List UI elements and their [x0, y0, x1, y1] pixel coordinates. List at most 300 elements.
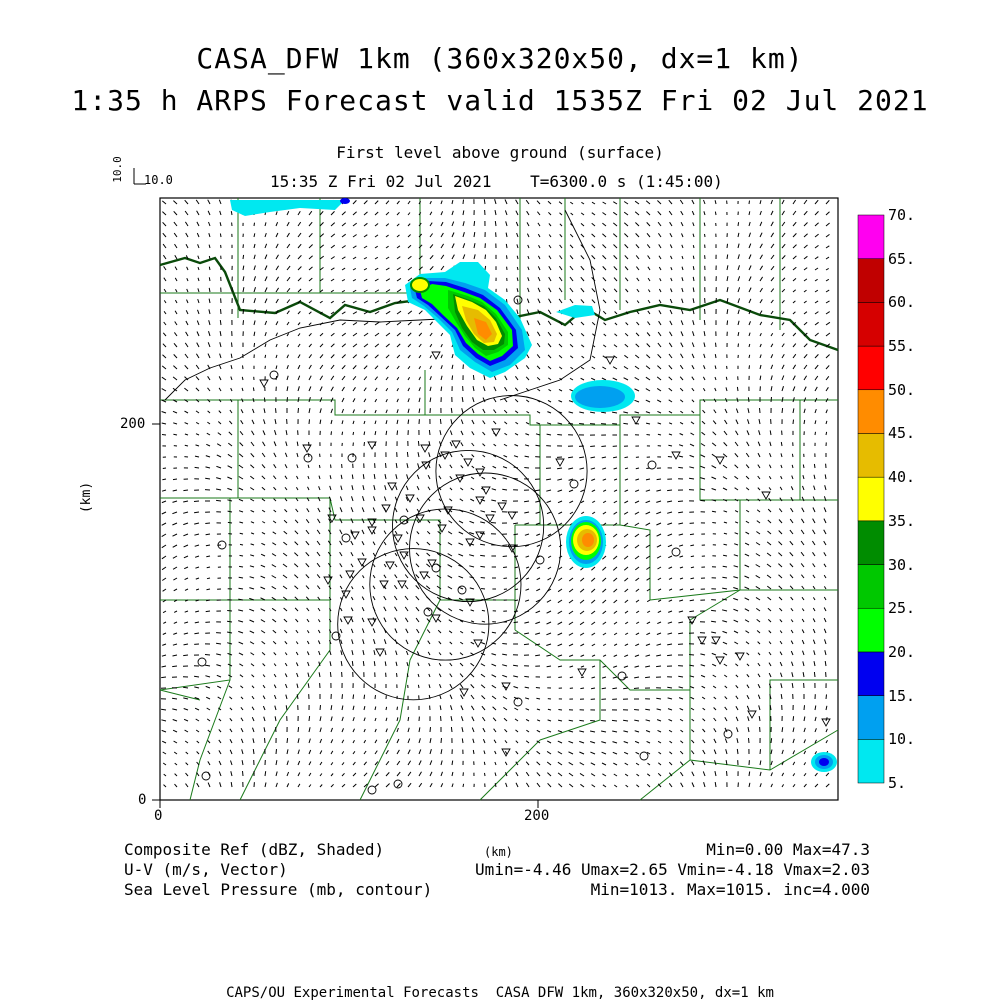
wind-vector [813, 629, 815, 633]
wind-vector [240, 686, 243, 688]
wind-vector [569, 784, 573, 787]
wind-vector [416, 596, 419, 600]
wind-vector [667, 644, 672, 645]
wind-vector [284, 520, 287, 523]
wind-vector [592, 655, 595, 656]
wind-vector [690, 687, 694, 689]
wind-vector [669, 411, 672, 413]
station-triangle [368, 619, 376, 626]
wind-vector [669, 762, 672, 765]
wind-vector [782, 333, 784, 336]
wind-vector [395, 629, 397, 634]
wind-vector [626, 289, 629, 292]
wind-vector [320, 387, 322, 392]
wind-vector [364, 421, 365, 424]
wind-vector [172, 512, 177, 514]
wind-vector [362, 541, 364, 545]
wind-vector [430, 783, 432, 787]
wind-vector [712, 511, 716, 512]
wind-vector [331, 333, 334, 336]
wind-vector [525, 445, 529, 446]
wind-vector [802, 630, 804, 634]
wind-vector [249, 588, 254, 589]
wind-vector [646, 366, 650, 369]
wind-vector [558, 655, 562, 656]
wind-vector [625, 344, 628, 347]
wind-vector [613, 545, 617, 548]
wind-vector [759, 705, 760, 710]
wind-vector [803, 651, 805, 655]
wind-vector [804, 409, 805, 413]
wind-vector [320, 716, 321, 721]
wind-vector [504, 718, 507, 721]
wind-vector [648, 322, 651, 325]
title-line-2: 1:35 h ARPS Forecast valid 1535Z Fri 02 Jul 2021 [0, 84, 1000, 117]
wind-vector [417, 531, 419, 534]
wind-vector [592, 677, 596, 678]
wind-vector [163, 333, 166, 336]
wind-vector [450, 442, 452, 446]
wind-vector [656, 523, 661, 525]
wind-vector [505, 762, 507, 765]
wind-vector [636, 333, 639, 336]
wind-vector [757, 521, 760, 523]
wind-vector [826, 268, 829, 270]
wind-vector [460, 631, 463, 633]
wind-vector [668, 457, 672, 458]
wind-vector [713, 675, 716, 677]
wind-vector [185, 434, 188, 435]
wind-vector [736, 675, 738, 677]
wind-vector [701, 665, 705, 666]
wind-vector [692, 377, 694, 380]
wind-vector [559, 299, 562, 303]
wind-vector [602, 763, 606, 765]
station-triangle [486, 515, 494, 522]
wind-vector [373, 508, 375, 513]
wind-vector [342, 246, 346, 249]
wind-vector [353, 365, 356, 369]
wind-vector [275, 716, 276, 721]
wind-vector [175, 300, 177, 303]
station-triangle [474, 640, 482, 647]
wind-vector [548, 709, 551, 710]
wind-vector [691, 433, 695, 435]
wind-vector [602, 688, 606, 689]
wind-vector [760, 277, 763, 281]
wind-vector [430, 772, 432, 776]
wind-vector [635, 400, 640, 402]
wind-vector [779, 575, 783, 578]
wind-vector [492, 696, 496, 699]
station-triangle [632, 417, 640, 424]
wind-vector [451, 727, 452, 732]
wind-vector [505, 751, 507, 754]
wind-vector [824, 519, 826, 523]
wind-vector [342, 323, 346, 326]
wind-vector [298, 761, 300, 765]
wind-vector [569, 752, 574, 754]
wind-vector [614, 589, 618, 592]
colorbar-segment [858, 215, 884, 259]
wind-vector [274, 487, 277, 490]
wind-vector [342, 740, 344, 743]
station-triangle [508, 512, 516, 519]
wind-vector [793, 750, 795, 754]
wind-vector [298, 323, 300, 326]
wind-vector [502, 644, 507, 645]
wind-vector [320, 234, 324, 237]
wind-vector [558, 578, 562, 581]
station-circle [394, 780, 402, 788]
x-tick-0: 0 [154, 808, 162, 824]
wind-vector [274, 685, 276, 688]
wind-vector [419, 355, 421, 358]
wind-vector [430, 760, 432, 765]
wind-vector [602, 677, 606, 678]
wind-vector [298, 211, 300, 215]
wind-vector [549, 235, 551, 238]
wind-vector [658, 567, 662, 569]
wind-vector [175, 267, 177, 270]
wind-vector [386, 257, 389, 259]
wind-vector [659, 256, 661, 259]
wind-vector [669, 752, 672, 754]
wind-vector [824, 618, 826, 622]
wind-vector [558, 589, 562, 592]
station-circle [202, 772, 210, 780]
wind-vector [558, 490, 562, 492]
wind-vector [681, 354, 684, 358]
wind-vector [397, 673, 398, 677]
wind-vector [746, 476, 749, 479]
wind-vector [331, 420, 332, 424]
wind-vector [671, 256, 673, 259]
wind-vector [238, 631, 243, 633]
wind-vector [815, 301, 818, 303]
wind-vector [715, 212, 716, 215]
wind-vector [173, 366, 177, 369]
wind-vector [645, 677, 650, 678]
wind-vector [484, 762, 485, 765]
wind-vector [375, 410, 376, 413]
wind-vector [535, 490, 540, 491]
wind-vector [194, 676, 199, 677]
wind-vector [569, 773, 573, 776]
wind-vector [375, 707, 376, 711]
wind-vector [353, 694, 354, 699]
wind-vector [825, 485, 826, 490]
wind-vector [428, 652, 430, 655]
wind-vector [309, 739, 310, 743]
wind-vector [174, 343, 177, 347]
wind-vector [824, 597, 826, 600]
wind-vector [538, 321, 540, 325]
wind-vector [298, 750, 299, 754]
wind-vector [635, 389, 640, 391]
wind-vector [779, 520, 782, 524]
wind-vector [604, 323, 607, 325]
wind-vector [689, 467, 694, 468]
wind-vector [227, 477, 232, 479]
wind-vector [757, 510, 760, 512]
wind-vector [623, 423, 628, 424]
wind-vector [405, 575, 408, 579]
wind-vector [197, 783, 199, 787]
wind-vector [636, 233, 639, 237]
wind-vector [408, 245, 411, 248]
wind-vector [526, 730, 529, 732]
wind-vector [725, 696, 727, 699]
wind-vector [581, 223, 584, 226]
wind-vector [481, 578, 485, 579]
wind-vector [514, 687, 519, 689]
wind-vector [448, 554, 452, 556]
wind-vector [320, 785, 322, 788]
wind-vector [318, 608, 320, 611]
wind-vector [548, 783, 551, 787]
wind-vector [558, 773, 562, 776]
wind-vector [342, 387, 345, 391]
wind-vector [749, 333, 750, 336]
wind-vector [430, 223, 432, 226]
wind-vector [635, 655, 639, 657]
wind-vector [782, 408, 783, 413]
wind-vector [524, 676, 529, 677]
wind-vector [603, 213, 607, 216]
wind-vector [375, 201, 378, 204]
wind-vector [265, 244, 267, 248]
wind-vector [771, 750, 772, 755]
wind-vector [793, 256, 796, 259]
wind-vector [824, 552, 826, 556]
wind-vector [700, 654, 705, 655]
wind-vector [287, 311, 289, 314]
wind-vector [804, 717, 805, 722]
wind-vector [161, 709, 166, 710]
wind-vector [197, 773, 199, 777]
wind-vector [658, 233, 661, 237]
wind-vector [723, 631, 728, 633]
wind-vector [419, 377, 421, 380]
wind-vector [408, 235, 411, 238]
wind-vector [537, 772, 540, 776]
wind-vector [309, 773, 311, 776]
wind-vector [780, 619, 782, 622]
wind-vector [745, 554, 749, 556]
wind-vector [590, 721, 595, 722]
wind-vector [513, 676, 518, 677]
wind-vector [779, 509, 782, 512]
wind-vector [374, 474, 375, 479]
colorbar-label: 15. [888, 687, 915, 705]
wind-vector [264, 408, 265, 413]
wind-vector [451, 408, 452, 413]
wind-vector [276, 288, 279, 292]
wind-vector [362, 553, 364, 556]
wind-vector [342, 706, 343, 711]
wind-vector [184, 709, 188, 711]
wind-vector [678, 467, 683, 468]
wind-vector [793, 200, 796, 204]
wind-vector [515, 376, 518, 380]
wind-vector [441, 376, 442, 380]
wind-vector [659, 300, 661, 303]
wind-vector [491, 500, 496, 501]
wind-vector [265, 222, 266, 226]
wind-vector [463, 221, 464, 226]
wind-vector [614, 255, 617, 259]
station-triangle [748, 711, 756, 718]
wind-vector [722, 577, 727, 578]
wind-vector [318, 519, 321, 523]
wind-vector [669, 365, 672, 369]
wind-vector [482, 717, 485, 721]
wind-vector [725, 717, 727, 721]
wind-vector [481, 643, 485, 645]
wind-vector [353, 729, 355, 732]
wind-vector [163, 355, 167, 358]
wind-vector [826, 279, 829, 281]
wind-vector [826, 200, 829, 204]
wind-vector [802, 619, 804, 622]
wind-vector [771, 738, 772, 743]
wind-vector [559, 202, 562, 204]
wind-vector [309, 716, 310, 721]
wind-vector [194, 633, 199, 634]
wind-vector [274, 499, 276, 501]
wind-vector [658, 741, 661, 743]
wind-vector [724, 664, 727, 666]
wind-vector [506, 244, 507, 248]
wind-vector [430, 344, 432, 347]
wind-vector [778, 564, 782, 567]
wind-vector [678, 523, 683, 524]
wind-vector [705, 234, 706, 237]
wind-vector [342, 344, 346, 347]
wind-vector [804, 256, 807, 259]
wind-vector [375, 301, 379, 303]
wind-vector [164, 266, 166, 270]
wind-vector [241, 697, 243, 699]
wind-vector [560, 245, 562, 248]
wind-vector [408, 311, 412, 314]
wind-vector [771, 266, 774, 270]
wind-vector [691, 567, 694, 568]
wind-vector [537, 212, 540, 215]
wind-vector [760, 288, 763, 292]
wind-vector [342, 279, 345, 281]
wind-vector [592, 367, 595, 369]
wind-vector [735, 664, 738, 666]
wind-vector [535, 633, 540, 634]
wind-vector [647, 784, 650, 787]
wind-vector [826, 290, 829, 292]
wind-vector [614, 300, 617, 303]
wind-vector [471, 610, 474, 611]
wind-vector [474, 254, 475, 259]
wind-vector [396, 651, 397, 655]
wind-vector [239, 477, 243, 480]
wind-vector [175, 311, 177, 314]
wind-vector [569, 655, 573, 657]
wind-vector [738, 276, 740, 281]
wind-vector [526, 556, 529, 557]
wind-vector [669, 377, 672, 380]
wind-vector [275, 695, 277, 699]
wind-vector [603, 655, 606, 656]
wind-vector [726, 377, 727, 380]
wind-vector [205, 478, 210, 479]
wind-vector [164, 322, 166, 325]
wind-vector [580, 479, 584, 481]
wind-vector [569, 401, 573, 402]
wind-vector [462, 397, 463, 402]
wind-vector [194, 523, 199, 524]
wind-vector [579, 731, 584, 732]
wind-vector [298, 233, 301, 237]
wind-vector [689, 611, 694, 612]
wind-vector [636, 622, 639, 624]
wind-vector [386, 377, 388, 380]
wind-vector [480, 544, 485, 545]
wind-vector [656, 512, 661, 514]
wind-vector [353, 268, 356, 270]
wind-vector [418, 463, 419, 468]
wind-vector [570, 344, 573, 347]
wind-vector [472, 717, 474, 721]
wind-vector [749, 288, 751, 292]
wind-vector [405, 585, 408, 589]
wind-vector [826, 355, 830, 359]
wind-vector [813, 530, 816, 534]
wind-vector [634, 677, 639, 678]
wind-vector [712, 443, 716, 446]
wind-vector [614, 345, 617, 347]
wind-vector [782, 200, 784, 204]
wind-vector [782, 222, 785, 226]
wind-vector [826, 432, 827, 435]
wind-vector [548, 366, 551, 369]
title-line-1: CASA_DFW 1km (360x320x50, dx=1 km) [0, 42, 1000, 75]
wind-vector [580, 611, 584, 614]
wind-vector [230, 750, 232, 754]
colorbar-label: 35. [888, 512, 915, 530]
wind-vector [353, 290, 356, 292]
wind-vector [197, 211, 199, 215]
wind-vector [749, 365, 750, 369]
wind-vector [517, 256, 518, 259]
wind-vector [648, 290, 650, 293]
wind-vector [734, 566, 738, 567]
wind-vector [804, 279, 807, 281]
wind-vector [680, 762, 683, 765]
wind-vector [713, 432, 716, 435]
wind-vector [296, 642, 298, 645]
wind-vector [790, 575, 793, 578]
wind-vector [669, 343, 672, 347]
wind-vector [309, 289, 312, 292]
wind-vector [635, 377, 639, 380]
wind-vector [185, 222, 188, 226]
wind-vector [459, 576, 464, 578]
wind-vector [526, 365, 529, 369]
wind-vector [287, 355, 289, 358]
wind-vector [780, 631, 782, 633]
wind-vector [507, 255, 508, 259]
wind-vector [320, 774, 322, 777]
wind-vector [287, 211, 289, 215]
